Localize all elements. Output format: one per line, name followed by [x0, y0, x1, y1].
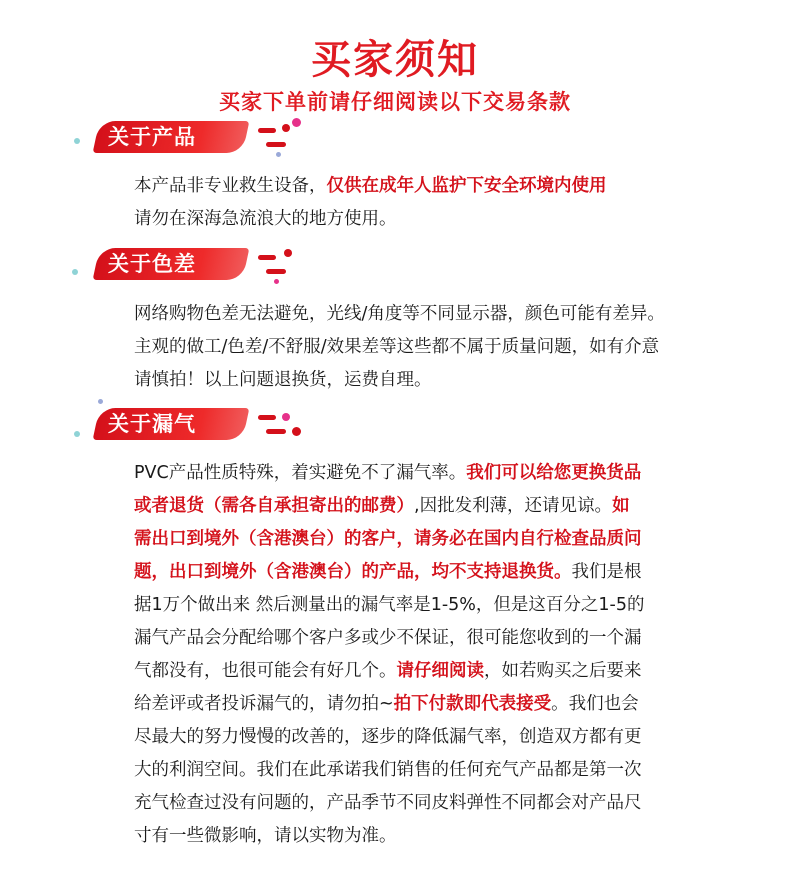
section-heading: 关于产品: [108, 125, 196, 149]
decor-dash: [266, 269, 286, 274]
decor-dot: [74, 138, 80, 144]
section-body: [134, 457, 724, 853]
decor-dash: [258, 128, 276, 133]
decor-dot: [274, 279, 279, 284]
section-banner-color: [86, 245, 316, 283]
text-line: 题，出口到境外（含港澳台）的产品，均不支持退换货。我们是根: [134, 562, 642, 582]
section-banner-product: [86, 118, 316, 156]
decor-dash: [266, 142, 286, 147]
section-heading: 关于漏气: [108, 412, 196, 436]
decor-dot: [98, 399, 103, 404]
section-body: [134, 298, 724, 397]
text-line: PVC产品性质特殊，着实避免不了漏气率。我们可以给您更换货品: [134, 463, 642, 483]
text-line: 请慎拍！以上问题退换货，运费自理。: [134, 370, 432, 390]
decor-dot: [284, 249, 292, 257]
text-line: 主观的做工/色差/不舒服/效果差等这些都不属于质量问题，如有介意: [134, 337, 660, 357]
decor-dot: [292, 427, 301, 436]
decor-dot: [72, 269, 78, 275]
decor-dot: [292, 118, 301, 127]
decor-dot: [282, 124, 290, 132]
text-line: 网络购物色差无法避免，光线/角度等不同显示器，颜色可能有差异。: [134, 304, 665, 324]
text-line: 尽最大的努力慢慢的改善的，逐步的降低漏气率，创造双方都有更: [134, 727, 642, 747]
text-line: 请勿在深海急流浪大的地方使用。: [134, 209, 397, 229]
section-banner-leak: [86, 405, 316, 443]
text-line: 本产品非专业救生设备，仅供在成年人监护下安全环境内使用: [134, 176, 607, 196]
decor-dash: [266, 429, 286, 434]
text-line: 寸有一些微影响，请以实物为准。: [134, 826, 397, 846]
text-line: 气都没有，也很可能会有好几个。请仔细阅读，如若购买之后要来: [134, 661, 642, 681]
decor-dot: [74, 431, 80, 437]
text-line: 大的利润空间。我们在此承诺我们销售的任何充气产品都是第一次: [134, 760, 642, 780]
section-heading: 关于色差: [108, 252, 196, 276]
text-line: 给差评或者投诉漏气的，请勿拍~拍下付款即代表接受。我们也会: [134, 694, 639, 714]
text-line: 据1万个做出来 然后测量出的漏气率是1-5%，但是这百分之1-5的: [134, 595, 645, 615]
text-line: 需出口到境外（含港澳台）的客户，请务必在国内自行检查品质问: [134, 529, 642, 549]
decor-dot: [282, 413, 290, 421]
text-line: 充气检查过没有问题的，产品季节不同皮料弹性不同都会对产品尺: [134, 793, 642, 813]
decor-dot: [276, 152, 281, 157]
page-title: 买家须知: [311, 37, 479, 83]
decor-dash: [258, 415, 276, 420]
text-line: 漏气产品会分配给哪个客户多或少不保证，很可能您收到的一个漏: [134, 628, 642, 648]
section-body: [134, 170, 724, 236]
page-subtitle: 买家下单前请仔细阅读以下交易条款: [219, 90, 571, 114]
text-line: 或者退货（需各自承担寄出的邮费）,因批发利薄，还请见谅。如: [134, 496, 630, 516]
decor-dash: [258, 255, 276, 260]
